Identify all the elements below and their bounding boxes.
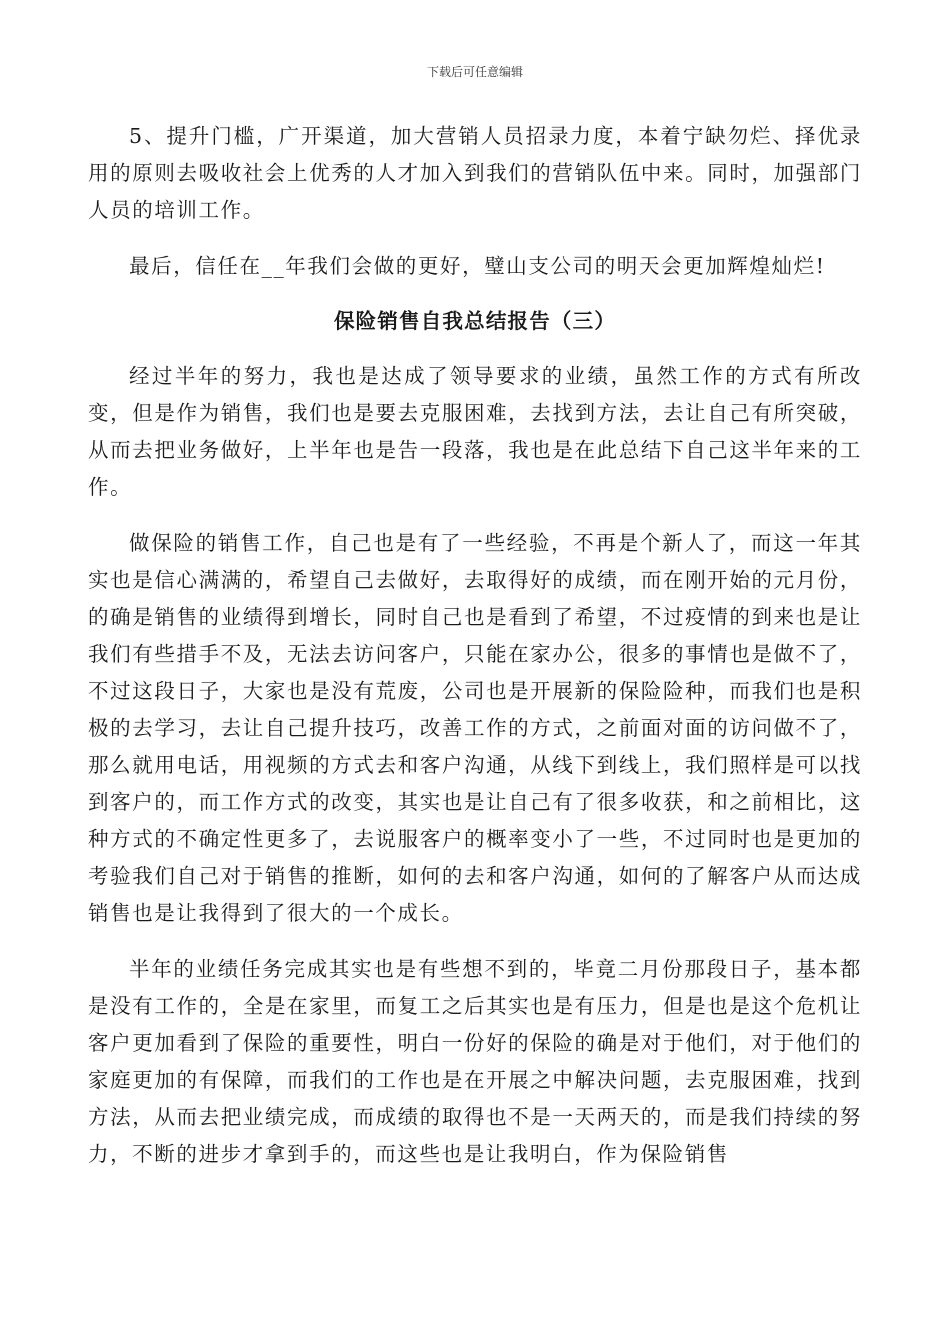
paragraph-intro: 经过半年的努力，我也是达成了领导要求的业绩，虽然工作的方式有所改变，但是作为销售，我们也是要去克服困难，去找到方法，去让自己有所突破，从而去把业务做好，上半年也是告一段落，我也是在此总结下自己这半年来的工作。 [88,364,862,499]
document-body [88,118,862,1173]
paragraph-item-5: 5、提升门槛，广开渠道，加大营销人员招录力度，本着宁缺勿烂、择优录用的原则去吸收社会上优秀的人才加入到我们的营销队伍中来。同时，加强部门人员的培训工作。 [88,124,862,222]
paragraph-experience: 做保险的销售工作，自己也是有了一些经验，不再是个新人了，而这一年其实也是信心满满的，希望自己去做好，去取得好的成绩，而在刚开始的元月份，的确是销售的业绩得到增长，同时自己也是看到了希望，不过疫情的到来也是让我们有些措手不及，无法去访问客户，只能在家办公，很多的事情也是做不了，不过这段日子，大家也是没有荒废，公司也是开展新的保险险种，而我们也是积极的去学习，去让自己提升技巧，改善工作的方式，之前面对面的访问做不了，那么就用电话，用视频的方式去和客户沟通，从线下到线上，我们照样是可以找到客户的，而工作方式的改变，其实也是让自己有了很多收获，和之前相比，这种方式的不确定性更多了，去说服客户的概率变小了一些，不过同时也是更加的考验我们自己对于销售的推断，如何的去和客户沟通，如何的了解客户从而达成销售也是让我得到了很大的一个成长。 [88,531,862,925]
page-header-note: 下载后可任意编辑 [426,65,523,79]
section-title: 保险销售自我总结报告（三） [333,309,617,333]
paragraph-performance: 半年的业绩任务完成其实也是有些想不到的，毕竟二月份那段日子，基本都是没有工作的，全是在家里，而复工之后其实也是有压力，但是也是这个危机让客户更加看到了保险的重要性，明白一份好的保险的确是对于他们，对于他们的家庭更加的有保障，而我们的工作也是在开展之中解决问题，去克服困难，找到方法，从而去把业绩完成，而成绩的取得也不是一天两天的，而是我们持续的努力，不断的进步才拿到手的，而这些也是让我明白，作为保险销售 [88,957,862,1166]
paragraph-closing: 最后，信任在__年我们会做的更好，璧山支公司的明天会更加辉煌灿烂! [129,254,826,278]
